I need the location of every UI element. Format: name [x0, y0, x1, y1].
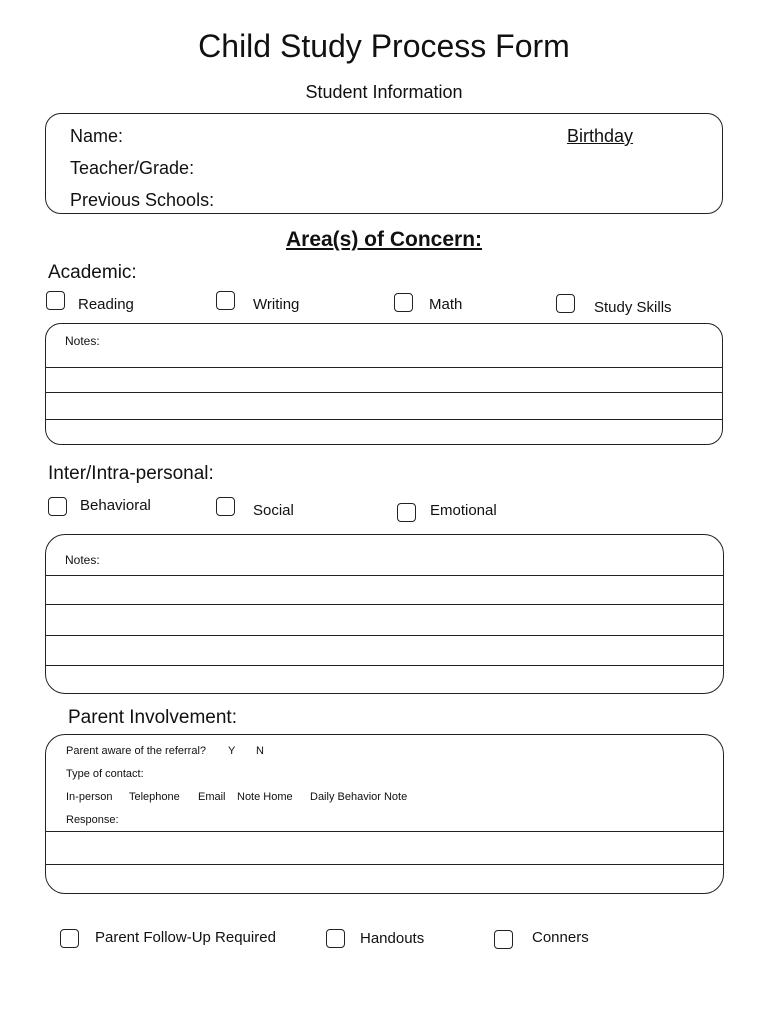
- personal-notes-line[interactable]: [45, 604, 724, 605]
- conners-checkbox[interactable]: [494, 930, 513, 949]
- emotional-checkbox[interactable]: [397, 503, 416, 522]
- page-title: Child Study Process Form: [198, 28, 570, 64]
- reading-label: Reading: [78, 296, 134, 313]
- study-skills-label: Study Skills: [594, 299, 672, 316]
- teacher-grade-label: Teacher/Grade:: [70, 158, 195, 178]
- academic-notes-line[interactable]: [45, 367, 723, 368]
- contact-option-daily-behavior-note[interactable]: Daily Behavior Note: [310, 791, 408, 803]
- academic-notes-line[interactable]: [45, 419, 723, 420]
- section-subtitle-student-information: Student Information: [305, 82, 463, 102]
- previous-schools-label: Previous Schools:: [70, 190, 215, 210]
- personal-notes-line[interactable]: [45, 575, 724, 576]
- response-label: Response:: [66, 814, 119, 826]
- contact-option-in-person[interactable]: In-person: [66, 791, 113, 803]
- social-checkbox[interactable]: [216, 497, 235, 516]
- parent-aware-question: Parent aware of the referral?: [66, 745, 207, 757]
- personal-notes-box: [45, 534, 724, 694]
- response-line[interactable]: [45, 864, 724, 865]
- parent-involvement-heading: Parent Involvement:: [68, 707, 237, 728]
- personal-notes-label: Notes:: [65, 553, 100, 567]
- contact-option-telephone[interactable]: Telephone: [129, 791, 180, 803]
- academic-notes-box: [45, 323, 723, 445]
- academic-notes-label: Notes:: [65, 334, 100, 348]
- parent-involvement-box: [45, 734, 724, 894]
- math-checkbox[interactable]: [394, 293, 413, 312]
- behavioral-checkbox[interactable]: [48, 497, 67, 516]
- handouts-checkbox[interactable]: [326, 929, 345, 948]
- academic-notes-line[interactable]: [45, 392, 723, 393]
- personal-notes-line[interactable]: [45, 665, 724, 666]
- academic-heading: Academic:: [48, 262, 137, 283]
- name-label: Name:: [70, 126, 124, 146]
- personal-heading: Inter/Intra-personal:: [48, 463, 214, 484]
- social-label: Social: [253, 502, 294, 519]
- handouts-label: Handouts: [360, 930, 425, 947]
- response-line[interactable]: [45, 831, 724, 832]
- birthday-label: Birthday: [567, 126, 634, 146]
- contact-option-email[interactable]: Email: [198, 791, 226, 803]
- parent-aware-yes[interactable]: Y: [228, 745, 236, 757]
- conners-label: Conners: [532, 929, 589, 946]
- personal-notes-line[interactable]: [45, 635, 724, 636]
- contact-type-label: Type of contact:: [66, 768, 144, 780]
- parent-aware-no[interactable]: N: [256, 745, 264, 757]
- math-label: Math: [429, 296, 463, 313]
- parent-follow-up-checkbox[interactable]: [60, 929, 79, 948]
- behavioral-label: Behavioral: [80, 497, 151, 514]
- writing-label: Writing: [253, 296, 300, 313]
- parent-follow-up-label: Parent Follow-Up Required: [95, 929, 276, 946]
- reading-checkbox[interactable]: [46, 291, 65, 310]
- contact-option-note-home[interactable]: Note Home: [237, 791, 293, 803]
- area-of-concern-heading: Area(s) of Concern:: [285, 228, 483, 251]
- emotional-label: Emotional: [430, 502, 497, 519]
- writing-checkbox[interactable]: [216, 291, 235, 310]
- study-skills-checkbox[interactable]: [556, 294, 575, 313]
